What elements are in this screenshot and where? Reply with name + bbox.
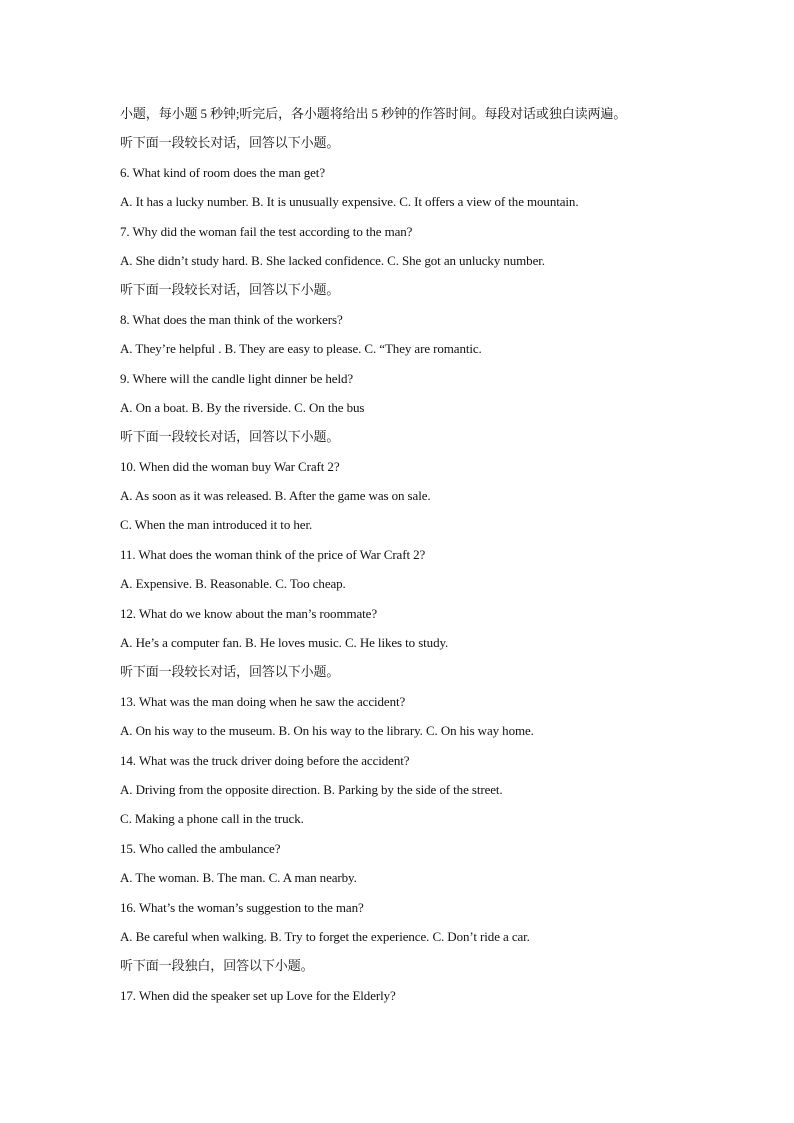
options-12: A. He’s a computer fan. B. He loves music. C. He likes to study.: [120, 635, 449, 651]
question-17: 17. When did the speaker set up Love for the Elderly?: [120, 987, 396, 1003]
options-7: A. She didn’t study hard. B. She lacked confidence. C. She got an unlucky number.: [120, 252, 545, 268]
options-11: A. Expensive. B. Reasonable. C. Too cheap.: [120, 576, 346, 592]
monologue-instruction: 听下面一段独白，回答以下小题。: [120, 958, 314, 974]
section-instruction: 小题，每小题 5 秒钟;听完后，各小题将给出 5 秒钟的作答时间。每段对话或独白读两遍。: [120, 106, 627, 121]
dialogue-instruction: 听下面一段较长对话，回答以下小题。: [120, 282, 340, 298]
options-16: A. Be careful when walking. B. Try to forget the experience. C. Don’t ride a car.: [120, 928, 530, 944]
question-16: 16. What’s the woman’s suggestion to the man?: [120, 899, 364, 915]
options-10-ab: A. As soon as it was released. B. After the game was on sale.: [120, 488, 431, 504]
options-6: A. It has a lucky number. B. It is unusually expensive. C. It offers a view of the mountain.: [120, 194, 579, 210]
options-8: A. They’re helpful . B. They are easy to please. C. “They are romantic.: [120, 341, 482, 357]
question-13: 13. What was the man doing when he saw the accident?: [120, 693, 406, 709]
options-9: A. On a boat. B. By the riverside. C. On the bus: [120, 399, 365, 415]
dialogue-instruction: 听下面一段较长对话，回答以下小题。: [120, 664, 340, 680]
exam-listening-section: [120, 104, 680, 1015]
options-15: A. The woman. B. The man. C. A man nearby.: [120, 870, 357, 886]
question-6: 6. What kind of room does the man get?: [120, 164, 325, 180]
options-13: A. On his way to the museum. B. On his way to the library. C. On his way home.: [120, 723, 534, 739]
question-8: 8. What does the man think of the workers?: [120, 311, 343, 327]
question-12: 12. What do we know about the man’s roommate?: [120, 605, 378, 621]
dialogue-instruction: 听下面一段较长对话，回答以下小题。: [120, 429, 340, 445]
options-14-ab: A. Driving from the opposite direction. B. Parking by the side of the street.: [120, 781, 503, 797]
options-10-c: C. When the man introduced it to her.: [120, 517, 313, 533]
question-9: 9. Where will the candle light dinner be held?: [120, 370, 354, 386]
dialogue-instruction: 听下面一段较长对话，回答以下小题。: [120, 135, 340, 151]
question-7: 7. Why did the woman fail the test according to the man?: [120, 223, 413, 239]
question-11: 11. What does the woman think of the price of War Craft 2?: [120, 546, 426, 562]
question-10: 10. When did the woman buy War Craft 2?: [120, 458, 340, 474]
question-14: 14. What was the truck driver doing before the accident?: [120, 752, 410, 768]
question-15: 15. Who called the ambulance?: [120, 840, 281, 856]
options-14-c: C. Making a phone call in the truck.: [120, 811, 304, 827]
